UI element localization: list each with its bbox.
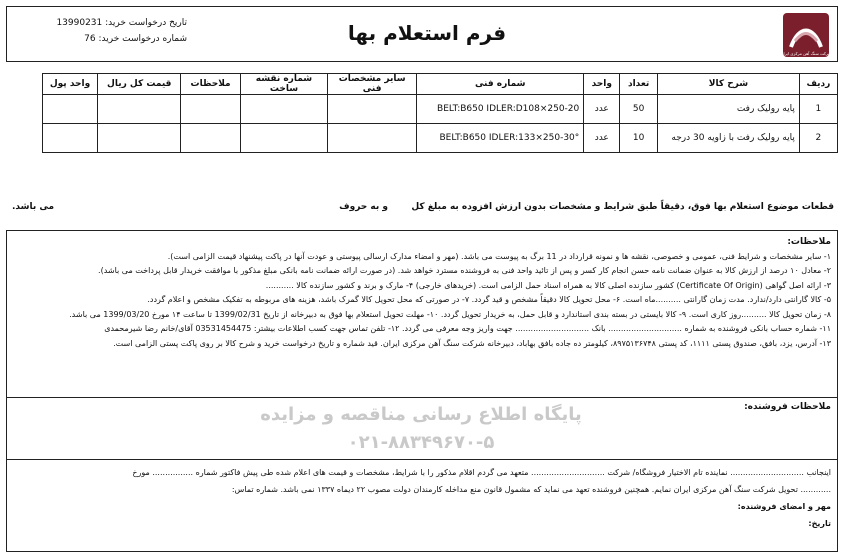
note-line: ۱- سایر مشخصات و شرایط فنی، عمومی و خصوصی، نقشه ها و نمونه قرارداد در 11 برگ به پیوست می باشد. (مهر و امضاء مدارک ارسالی پیوستی و عودت آنها در پاکت پیشنهاد قیمت الزامی است). — [167, 251, 831, 261]
item-desc: پایه رولیک رفت با زاویه 30 درجه — [658, 124, 800, 153]
note-line: ۱۱- شماره حساب بانکی فروشنده به شماره ............................. بانک ............................. جهت واریز وجه معرفی می گردد. ۱۲- تلفن تماس جهت کسب اطلاعات بیشتر: 03531454475 آقای/خانم رضا شیرمحمدی — [104, 324, 831, 333]
row-no: 2 — [799, 124, 837, 153]
watermark-phone: ۰۲۱-۸۸۳۴۹۶۷۰-۵ — [347, 432, 495, 453]
item-qty: 10 — [620, 124, 658, 153]
table-header-row — [43, 74, 838, 95]
summary-text-end: می باشد. — [12, 202, 55, 212]
vendor-notes-title: ملاحظات فروشنده: — [744, 402, 831, 412]
item-currency[interactable] — [43, 124, 98, 153]
table-row — [43, 124, 838, 153]
note-line: ۸- زمان تحویل کالا ..........روز کاری است. ۹- کالا بایستی در بسته بندی استاندارد و قابل حمل، به خریدار تحویل گردد. ۱۰- مهلت تحویل استعلام بها فوق به دبیرخانه از تاریخ 1399/02/31 تا ساعت ۱۴ مورخ 1399/03/20 می باشد. — [69, 309, 831, 319]
item-notes[interactable] — [181, 95, 240, 124]
summary-text-amount: قطعات موضوع استعلام بها فوق، دقیقاً طبق شرایط و مشخصات بدون ارزش افزوده به مبلغ کل — [411, 202, 834, 212]
item-other-specs[interactable] — [328, 95, 417, 124]
vendor-signature-label: مهر و امضای فروشنده: — [737, 502, 831, 511]
col-header-tech-no: شماره فنی — [417, 74, 584, 95]
col-header-qty: تعداد — [620, 74, 658, 95]
request-date: 13990231 — [56, 18, 103, 28]
inquiry-form — [6, 6, 838, 552]
note-line: ۳- ارائه اصل گواهی (Certificate Of Origin) کشور سازنده اصلی کالا به همراه اسناد حمل الزامی است. (خریدهای خارجی) ۴- مارک و برند و کشور سازنده کالا ........... — [265, 280, 831, 290]
item-currency[interactable] — [43, 95, 98, 124]
commitment-line: اینجانب ............................. نماینده تام الاختیار فروشگاه/ شرکت ............................. متعهد می گردم اقلام مذکور را با شرایط، مشخصات و قیمت های اعلام شده طی پیش فاکتور شماره ................ مورخ — [132, 468, 831, 477]
item-tech-no: BELT:B650 IDLER:D108×250-20 — [437, 104, 580, 114]
form-header — [6, 6, 838, 62]
items-table — [42, 73, 838, 153]
item-tech-no: BELT:B650 IDLER:133×250-30° — [439, 133, 580, 143]
col-header-desc: شرح کالا — [658, 74, 800, 95]
vendor-date-label: تاریخ: — [808, 519, 831, 528]
notes-title: ملاحظات: — [787, 237, 831, 247]
item-total-price[interactable] — [98, 124, 181, 153]
request-meta — [17, 15, 187, 47]
note-line: ۲- معادل ۱۰ درصد از ارزش کالا به عنوان ضمانت نامه حسن انجام کار کسر و پس از تائید واحد فنی به فروشنده مسترد خواهد شد. (در صورت ارائه ضمانت نامه بانکی مبلغ مذکور با موافقت خریدار قابل پرداخت می باشد). — [98, 266, 831, 275]
request-date-label: تاریخ درخواست خرید: — [105, 18, 187, 28]
item-total-price[interactable] — [98, 95, 181, 124]
col-header-unit: واحد — [584, 74, 620, 95]
company-logo-icon — [781, 11, 831, 59]
item-drawing-no[interactable] — [240, 124, 327, 153]
item-desc: پایه رولیک رفت — [658, 95, 800, 124]
col-header-total-price: قیمت کل ریال — [98, 74, 181, 95]
col-header-notes: ملاحظات — [181, 74, 240, 95]
logo-text: شرکت سنگ آهن مرکزی ایران — [781, 51, 831, 56]
row-no: 1 — [799, 95, 837, 124]
col-header-other-specs: سایر مشخصات فنی — [328, 74, 417, 95]
watermark — [256, 401, 586, 457]
item-unit: عدد — [584, 124, 620, 153]
col-header-row-no: ردیف — [799, 74, 837, 95]
item-drawing-no[interactable] — [240, 95, 327, 124]
col-header-currency: واحد پول — [43, 74, 98, 95]
request-no-label: شماره درخواست خرید: — [98, 34, 187, 44]
note-line: ۵- کالا گارانتی دارد/ندارد. مدت زمان گارانتی ..........ماه است. ۶- محل تحویل کالا دقیقاً مشخص و قید گردد. ۷- در صورتی که محل تحویل کالا گمرک باشد، هزینه های مربوطه به تفکیک مشخص و اعلام گردد. — [147, 295, 831, 304]
item-other-specs[interactable] — [328, 124, 417, 153]
watermark-text: پایگاه اطلاع رسانی مناقصه و مزایده — [260, 404, 582, 425]
vendor-commitment-section — [6, 460, 838, 552]
table-row — [43, 95, 838, 124]
col-header-drawing-no: شماره نقشه ساخت — [240, 74, 327, 95]
summary-text-words: و به حروف — [339, 202, 388, 212]
item-qty: 50 — [620, 95, 658, 124]
request-no: 76 — [84, 34, 96, 44]
note-line: ۱۳- آدرس، یزد، بافق، صندوق پستی ۱۱۱۱، کد پستی ۸۹۷۵۱۳۶۷۴۸، کیلومتر ده جاده بافق بهاباد، دبیرخانه شرکت سنگ آهن مرکزی ایران. قید شماره و تاریخ درخواست خرید و شرح کالا بر روی پاکت پستی الزامی است. — [113, 338, 831, 348]
commitment-line: ............ تحویل شرکت سنگ آهن مرکزی ایران نمایم. همچنین فروشنده تعهد می نماید که مشمول قانون منع مداخله کارمندان دولت مصوب ۲۲ دیماه ۱۳۳۷ نمی باشد. شماره تماس: — [231, 485, 831, 494]
form-title: فرم استعلام بها — [347, 21, 507, 45]
total-summary — [6, 202, 838, 218]
item-notes[interactable] — [181, 124, 240, 153]
notes-section — [6, 230, 838, 398]
item-unit: عدد — [584, 95, 620, 124]
